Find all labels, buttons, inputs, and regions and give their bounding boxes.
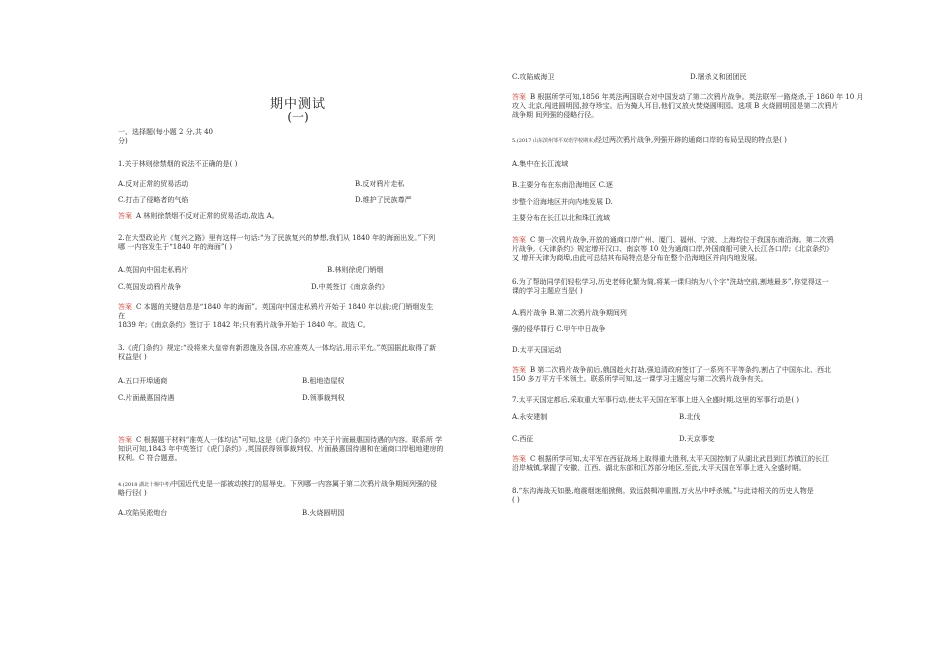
stem-line: 课的学习主题应当是( ) [512,286,583,295]
q7-option-d[interactable]: D.天京事变 [679,435,715,443]
answer-line: 攻入 北京,闯进圆明园,掠夺珍宝。后为掩人耳目,他们又放火焚烧圆明园。选项 B 火烧圆明园是第二次鸦片 [512,101,839,110]
q2-answer [118,303,478,329]
question-6-stem [512,278,872,296]
q4-option-c[interactable]: C.攻陷威海卫 [512,73,555,81]
answer-text: A 林则徐禁烟不反对正常的贸易活动,故选 A。 [136,212,279,220]
stem-line: 3.《虎门条约》规定:“设将来大皇帝有新恩施及各国,亦应准英人一体均沾,用示平允。”英国据此取得了新 [118,344,437,352]
q3-option-c[interactable]: C.片面最惠国待遇 [118,394,175,402]
answer-line: B 根据所学可知,1856 年英法两国联合对中国发动了第二次鸦片战争。英法联军一路烧杀,于 1860 年 10 月 [530,93,864,101]
answer-line: B 第二次鸦片战争前后,俄国趁火打劫,强迫清政府签订了一系列不平等条约,割占了中国东北、西北 [530,366,832,374]
stem-line: 权益是( ) [118,352,147,361]
q5-option-d[interactable]: 主要分布在长江以北和珠江流域 [512,214,610,222]
answer-line: 150 多万平方千米领土。联系所学可知,这一课学习主题应与第二次鸦片战争有关。 [512,374,768,383]
stem-text: 经过两次鸦片战争,列强开辟的通商口岸的布局呈现的特点是( ) [595,136,787,144]
question-4-stem [118,480,478,498]
q3-option-a[interactable]: A.五口开埠通商 [118,377,168,385]
answer-line: C 根据题干材料“准英人一体均沾”可知,这是《虎门条约》中关于片面最惠国待遇的内容。联系所 学 [136,436,443,444]
question-1-stem: 1.关于林则徐禁烟的说法不正确的是( ) [118,160,238,168]
page-title: 期中测试 [269,97,326,112]
stem-line: 8.“东沟海战天如墨,炮震烟迷船掀侧。致远鼓楫冲重围,万火丛中呼杀贼。”与此诗相关的历史人物是 [512,487,814,495]
answer-line: 权利。C 符合题意。 [118,453,182,462]
answer-line: 在 [118,311,125,320]
q5-answer [512,236,872,262]
q2-option-a[interactable]: A.英国向中国走私鸦片 [118,266,189,274]
page-subtitle: (一) [287,110,309,124]
section-heading-line: 一、选择题(每小题 2 分,共 40 [118,128,213,136]
q1-answer [118,212,478,221]
stem-text: 中国近代史是一部被动挨打的屈辱史。下列哪一内容属于第二次鸦片战争期间列强的侵 [171,480,437,488]
q5-option-c[interactable]: 步整个沿海地区并向内地发展 D. [512,198,613,206]
answer-label: 答案 [118,436,132,444]
answer-line: 又 增开天津为商埠,由此可总结其布局特点是分布在整个沿海地区并向内地发展。 [512,253,762,262]
q3-option-d[interactable]: D.领事裁判权 [302,394,345,402]
source-tag: 5.(2017 山东滨州邹平双语学校期末) [512,138,595,144]
answer-label: 答案 [512,236,526,244]
q6-option-a[interactable]: A.鸦片战争 B.第二次鸦片战争期间列 [512,309,627,317]
stem-line: 哪 一内容发生于“1840 年的海面”( ) [118,242,233,251]
q4-answer [512,93,872,119]
q4-option-b[interactable]: B.火烧圆明园 [302,509,345,517]
q6-option-d[interactable]: D.太平天国运动 [512,346,562,354]
q2-option-d[interactable]: D.中英签订《南京条约》 [311,283,389,291]
question-3-stem [118,344,478,362]
q4-option-d[interactable]: D.屠杀义和团团民 [690,73,747,81]
answer-label: 答案 [512,366,526,374]
answer-label: 答案 [512,93,526,101]
q6-answer [512,366,872,384]
section-heading-line: 分) [118,136,128,145]
q7-option-c[interactable]: C.西征 [512,435,534,443]
q5-option-b[interactable]: B.主要分布在东南沿海地区 C.逐 [512,181,613,189]
stem-line: 略行径( ) [118,488,147,497]
section-heading [118,128,478,146]
answer-line: C 根据所学可知,太平军在西征战场上取得重大胜利,太平天国控制了从湖北武昌到江苏镇江的长江 [530,455,830,463]
question-2-stem [118,234,478,252]
q6-option-b[interactable]: 强的侵华罪行 C.甲午中日战争 [512,325,606,333]
source-tag: 4.(2018 湖北十堰中考) [118,482,171,488]
q7-option-b[interactable]: B.北伐 [679,413,701,421]
q7-option-a[interactable]: A.永安建制 [512,413,548,421]
answer-line: 战争期 间列强的侵略行径。 [512,110,599,119]
answer-line: 沿岸城镇,掌握了安徽、江西、湖北东部和江苏部分地区,至此,太平天国在军事上进入全盛时期。 [512,463,806,472]
answer-label: 答案 [118,303,132,311]
q3-answer [118,436,478,462]
answer-label: 答案 [118,212,132,220]
q1-option-d[interactable]: D.维护了民族尊严 [355,196,412,204]
q1-option-c[interactable]: C.打击了侵略者的气焰 [118,196,189,204]
answer-line: 1839 年;《南京条约》签订于 1842 年;只有鸦片战争开始于 1840 年。故选 C。 [118,320,370,329]
question-7-stem: 7.太平天国定都后,采取重大军事行动,使太平天国在军事上进入全盛时期,这里的军事行动是( ) [512,396,800,404]
q1-option-a[interactable]: A.反对正常的贸易活动 [118,180,189,188]
stem-line: ( ) [512,495,520,504]
answer-line: C 本题的关键信息是“1840 年的海面”。英国向中国走私鸦片开始于 1840 年以前;虎门销烟发生 [136,303,434,311]
answer-line: 片战争,《天津条约》规定增开汉口、南京等 10 处为通商口岸,外国商船可驶入长江各口岸;《北京条约》 [512,244,834,253]
stem-line: 2.在大型政论片《复兴之路》里有这样一句话:“为了民族复兴的梦想,我们从 1840 年的海面出发。”下列 [118,234,436,242]
answer-label: 答案 [512,455,526,463]
question-8-stem [512,487,872,505]
q3-option-b[interactable]: B.租地造屋权 [302,377,345,385]
answer-line: 知识可知,1843 年中英签订《虎门条约》,英国获得领事裁判权、片面最惠国待遇和在通商口岸租地建房的 [118,444,444,453]
q2-option-c[interactable]: C.英国发动鸦片战争 [118,283,182,291]
stem-line: 6.为了帮助同学们轻松学习,历史老师化繁为简,将某一课归纳为八个字“洗劫空前,割地最多”,你觉得这一 [512,278,829,286]
q5-option-a[interactable]: A.集中在长江流域 [512,160,569,168]
q1-option-b[interactable]: B.反对鸦片走私 [355,180,405,188]
q7-answer [512,455,872,473]
q2-option-b[interactable]: B.林则徐虎门销烟 [327,266,384,274]
question-5-stem [512,136,872,145]
answer-line: C 第一次鸦片战争,开放的通商口岸广州、厦门、福州、宁波、上海均位于我国东南沿海。第二次鸦 [530,236,834,244]
q4-option-a[interactable]: A.攻陷吴淞炮台 [118,509,168,517]
